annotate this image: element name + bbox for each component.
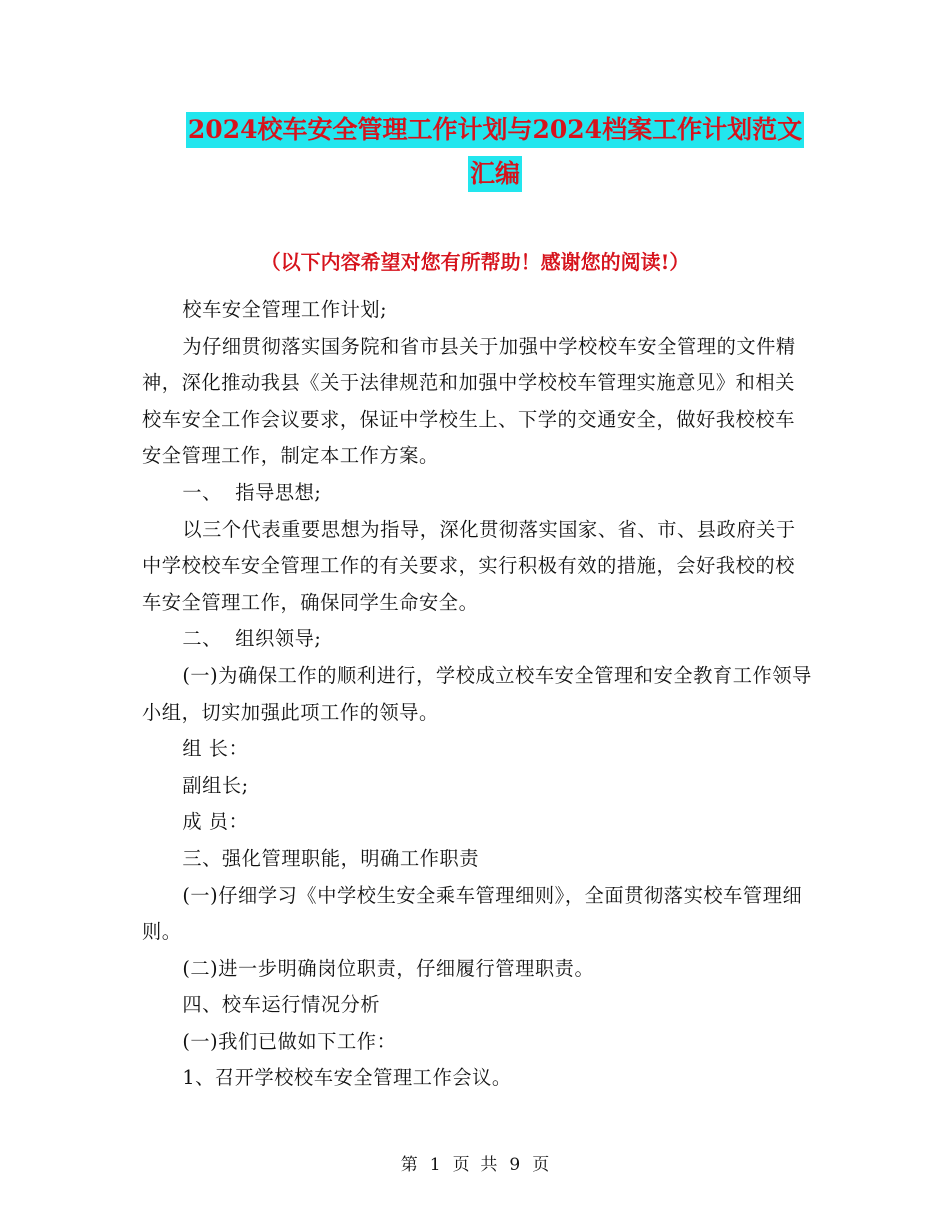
paragraph-12: 四、校车运行情况分析 (182, 993, 381, 1017)
title-line-1: 2024校车安全管理工作计划与2024档案工作计划范文 (186, 112, 804, 148)
footer-suffix: 页 (532, 1155, 550, 1175)
paragraph-9: 三、强化管理职能，明确工作职责 (182, 846, 480, 870)
footer-page-total: 9 (509, 1155, 521, 1175)
paragraph-3: 以三个代表重要思想为指导，深化贯彻落实国家、省、市、县政府关于中学校校车安全管理工作的有关要求，实行积极有效的措施，会好我校的校车安全管理工作，确保同学生命安全。 (142, 517, 796, 614)
paragraph-6: 组 长： (182, 737, 249, 761)
document-subtitle: （以下内容希望对您有所帮助！感谢您的阅读!） (260, 250, 690, 274)
paragraph-13: (一)我们已做如下工作： (182, 1029, 397, 1053)
paragraph-10: (一)仔细学习《中学校生安全乘车管理细则》，全面贯彻落实校车管理细则。 (142, 883, 803, 944)
document-title (140, 112, 850, 192)
paragraph-4: 二、 组织领导; (182, 627, 322, 651)
paragraph-2: 一、 指导思想; (182, 480, 322, 504)
footer-page-number: 1 (429, 1155, 441, 1175)
paragraph-14: 1、召开学校校车安全管理工作会议。 (182, 1066, 512, 1090)
paragraph-1: 为仔细贯彻落实国务院和省市县关于加强中学校校车安全管理的文件精神，深化推动我县《关于法律规范和加强中学校校车管理实施意见》和相关校车安全工作会议要求，保证中学校生上、下学的交通安全，做好我校校车安全管理工作，制定本工作方案。 (142, 334, 796, 468)
paragraph-7: 副组长; (182, 773, 249, 797)
paragraph-5: (一)为确保工作的顺利进行，学校成立校车安全管理和安全教育工作领导小组，切实加强此项工作的领导。 (142, 663, 812, 724)
page-footer (0, 1153, 950, 1177)
footer-mid: 页 共 (452, 1155, 498, 1175)
paragraph-0: 校车安全管理工作计划; (182, 298, 388, 321)
paragraph-11: (二)进一步明确岗位职责，仔细履行管理职责。 (182, 956, 595, 980)
document-body (142, 292, 812, 1097)
title-line-2: 汇编 (468, 156, 522, 192)
footer-prefix: 第 (400, 1155, 418, 1175)
paragraph-8: 成 员： (182, 810, 249, 834)
